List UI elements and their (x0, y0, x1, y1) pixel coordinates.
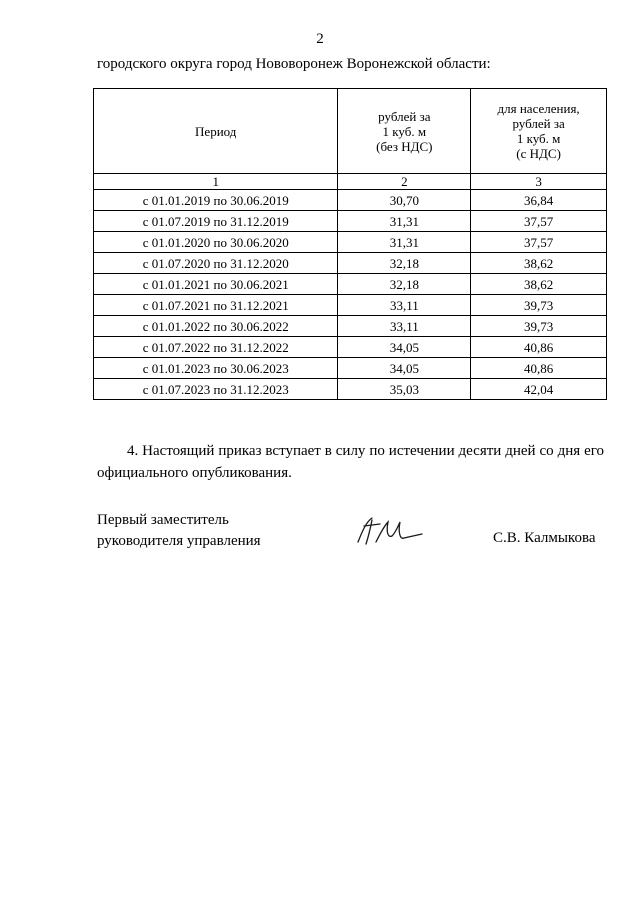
cell-price-with-vat: 42,04 (471, 379, 607, 400)
cell-price-no-vat: 33,11 (338, 316, 471, 337)
header-price-with-vat: для населения, рублей за 1 куб. м (с НДС) (471, 89, 607, 174)
table-row (94, 253, 607, 274)
cell-price-no-vat: 31,31 (338, 211, 471, 232)
cell-price-with-vat: 36,84 (471, 190, 607, 211)
cell-price-with-vat: 38,62 (471, 253, 607, 274)
cell-period: с 01.07.2020 по 31.12.2020 (94, 253, 338, 274)
column-number: 3 (471, 174, 607, 190)
table-row (94, 274, 607, 295)
table-row (94, 337, 607, 358)
cell-price-no-vat: 32,18 (338, 274, 471, 295)
table-row (94, 232, 607, 253)
table-row (94, 295, 607, 316)
cell-period: с 01.01.2021 по 30.06.2021 (94, 274, 338, 295)
table-row (94, 190, 607, 211)
table-row (94, 211, 607, 232)
cell-period: с 01.01.2019 по 30.06.2019 (94, 190, 338, 211)
tariff-table (93, 88, 607, 400)
signatory-name: С.В. Калмыкова (493, 530, 596, 546)
cell-price-no-vat: 30,70 (338, 190, 471, 211)
cell-price-with-vat: 40,86 (471, 337, 607, 358)
signatory-title-line: Первый заместитель (97, 512, 229, 528)
table-row (94, 316, 607, 337)
cell-price-no-vat: 32,18 (338, 253, 471, 274)
cell-price-no-vat: 35,03 (338, 379, 471, 400)
header-price-no-vat: рублей за 1 куб. м (без НДС) (338, 89, 471, 174)
cell-price-with-vat: 39,73 (471, 295, 607, 316)
cell-period: с 01.07.2023 по 31.12.2023 (94, 379, 338, 400)
table-row (94, 358, 607, 379)
cell-price-with-vat: 40,86 (471, 358, 607, 379)
signatory-title-line: руководителя управления (97, 533, 261, 549)
cell-period: с 01.01.2023 по 30.06.2023 (94, 358, 338, 379)
cell-price-no-vat: 31,31 (338, 232, 471, 253)
handwritten-signature (350, 512, 430, 552)
cell-price-no-vat: 34,05 (338, 358, 471, 379)
cell-period: с 01.01.2020 по 30.06.2020 (94, 232, 338, 253)
cell-price-with-vat: 38,62 (471, 274, 607, 295)
cell-price-with-vat: 39,73 (471, 316, 607, 337)
clause-text: 4. Настоящий приказ вступает в силу по истечении десяти дней со дня его официального опубликования. (97, 443, 604, 481)
cell-period: с 01.07.2022 по 31.12.2022 (94, 337, 338, 358)
table-header-row (94, 89, 607, 174)
column-number: 2 (338, 174, 471, 190)
cell-price-no-vat: 33,11 (338, 295, 471, 316)
cell-price-no-vat: 34,05 (338, 337, 471, 358)
cell-period: с 01.07.2019 по 31.12.2019 (94, 211, 338, 232)
cell-price-with-vat: 37,57 (471, 232, 607, 253)
column-number-row (94, 174, 607, 190)
header-period: Период (94, 89, 338, 174)
page-number: 2 (316, 31, 324, 47)
table-row (94, 379, 607, 400)
signatory-title (97, 510, 261, 552)
cell-period: с 01.01.2022 по 30.06.2022 (94, 316, 338, 337)
cell-period: с 01.07.2021 по 31.12.2021 (94, 295, 338, 316)
intro-text: городского округа город Нововоронеж Воронежской области: (97, 56, 491, 72)
column-number: 1 (94, 174, 338, 190)
cell-price-with-vat: 37,57 (471, 211, 607, 232)
